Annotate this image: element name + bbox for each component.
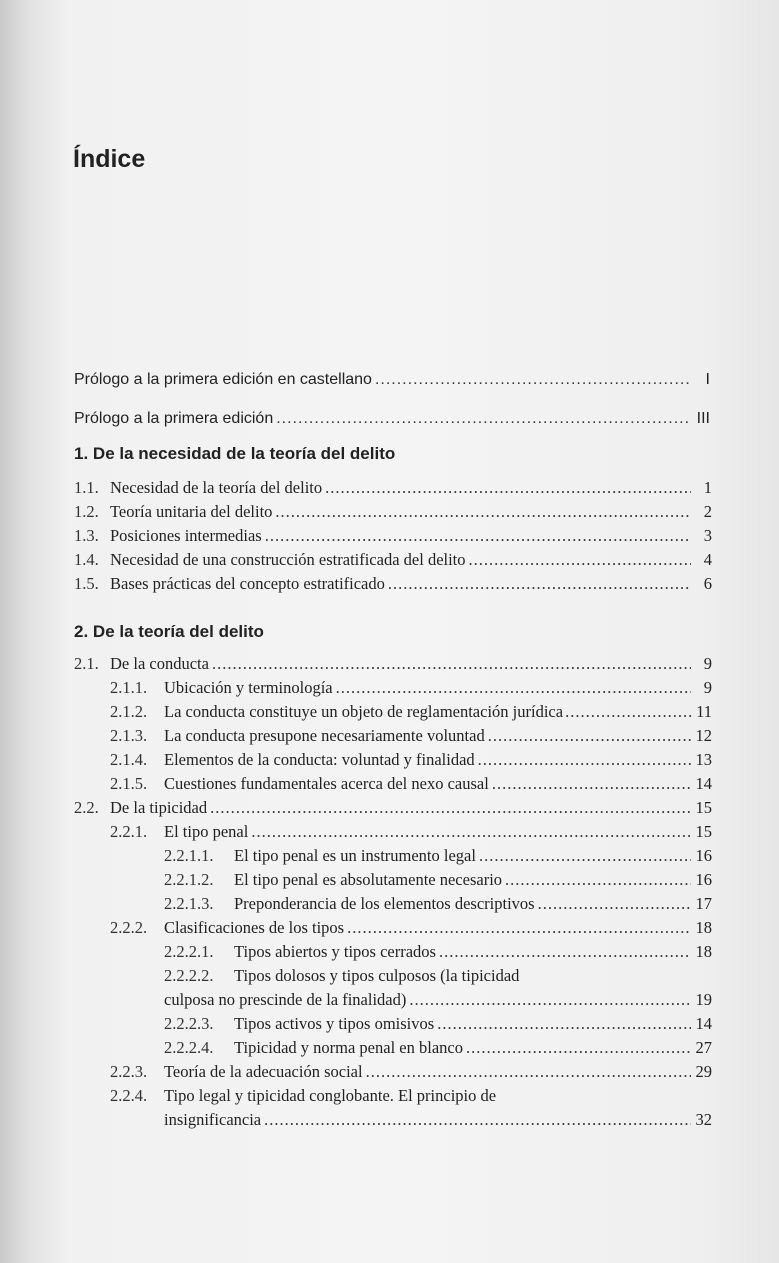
toc-entry-2-2-2-2-continuation: culposa no prescinde de la finalidad) ..... 19 xyxy=(164,990,712,1010)
toc-entry-2-1: 2.1. De la conducta ..... 9 xyxy=(74,654,712,674)
toc-entry-2-2-2-4: 2.2.2.4. Tipicidad y norma penal en blanco ..... 27 xyxy=(164,1038,712,1058)
toc-entry-2-2-3: 2.2.3. Teoría de la adecuación social ..... 29 xyxy=(110,1062,712,1082)
toc-entry-2-2-1-2: 2.2.1.2. El tipo penal es absolutamente necesario ..... 16 xyxy=(164,870,712,890)
toc-entry-2-1-4: 2.1.4. Elementos de la conducta: voluntad y finalidad ..... 13 xyxy=(110,750,712,770)
toc-entry-prologue-castellano: Prólogo a la primera edición en castellano ..... I xyxy=(74,371,710,389)
toc-entry-1-2: 1.2. Teoría unitaria del delito ..... 2 xyxy=(74,502,712,522)
toc-entry-2-2-1: 2.2.1. El tipo penal ..... 15 xyxy=(110,822,712,842)
toc-entry-2-2-2-1: 2.2.2.1. Tipos abiertos y tipos cerrados ..... 18 xyxy=(164,942,712,962)
section-heading-2: 2. De la teoría del delito xyxy=(74,622,264,641)
toc-entry-2-2-1-1: 2.2.1.1. El tipo penal es un instrumento legal ..... 16 xyxy=(164,846,712,866)
toc-entry-2-2-2: 2.2.2. Clasificaciones de los tipos ..... 18 xyxy=(110,918,712,938)
toc-entry-2-2-2-3: 2.2.2.3. Tipos activos y tipos omisivos ..... 14 xyxy=(164,1014,712,1034)
toc-entry-1-4: 1.4. Necesidad de una construcción estratificada del delito ..... 4 xyxy=(74,550,712,570)
toc-entry-1-3: 1.3. Posiciones intermedias ..... 3 xyxy=(74,526,712,546)
toc-entry-1-5: 1.5. Bases prácticas del concepto estratificado ..... 6 xyxy=(74,574,712,594)
toc-entry-2-1-3: 2.1.3. La conducta presupone necesariamente voluntad ..... 12 xyxy=(110,726,712,746)
toc-entry-2-2: 2.2. De la tipicidad ..... 15 xyxy=(74,798,712,818)
toc-entry-1-1: 1.1. Necesidad de la teoría del delito ..... 1 xyxy=(74,478,712,498)
toc-entry-2-2-4: 2.2.4. Tipo legal y tipicidad conglobante. El principio de xyxy=(110,1086,497,1105)
section-heading-1: 1. De la necesidad de la teoría del delito xyxy=(74,444,396,463)
toc-entry-2-1-5: 2.1.5. Cuestiones fundamentales acerca del nexo causal ..... 14 xyxy=(110,774,712,794)
index-heading: Índice xyxy=(73,145,146,173)
toc-entry-2-2-4-continuation: insignificancia ..... 32 xyxy=(164,1110,712,1130)
toc-entry-2-1-2: 2.1.2. La conducta constituye un objeto de reglamentación jurídica ..... 11 xyxy=(110,702,712,722)
toc-entry-2-1-1: 2.1.1. Ubicación y terminología ..... 9 xyxy=(110,678,712,698)
toc-entry-prologue: Prólogo a la primera edición ..... III xyxy=(74,410,710,428)
toc-entry-2-2-1-3: 2.2.1.3. Preponderancia de los elementos descriptivos ..... 17 xyxy=(164,894,712,914)
toc-entry-2-2-2-2: 2.2.2.2. Tipos dolosos y tipos culposos (la tipicidad xyxy=(164,966,520,985)
